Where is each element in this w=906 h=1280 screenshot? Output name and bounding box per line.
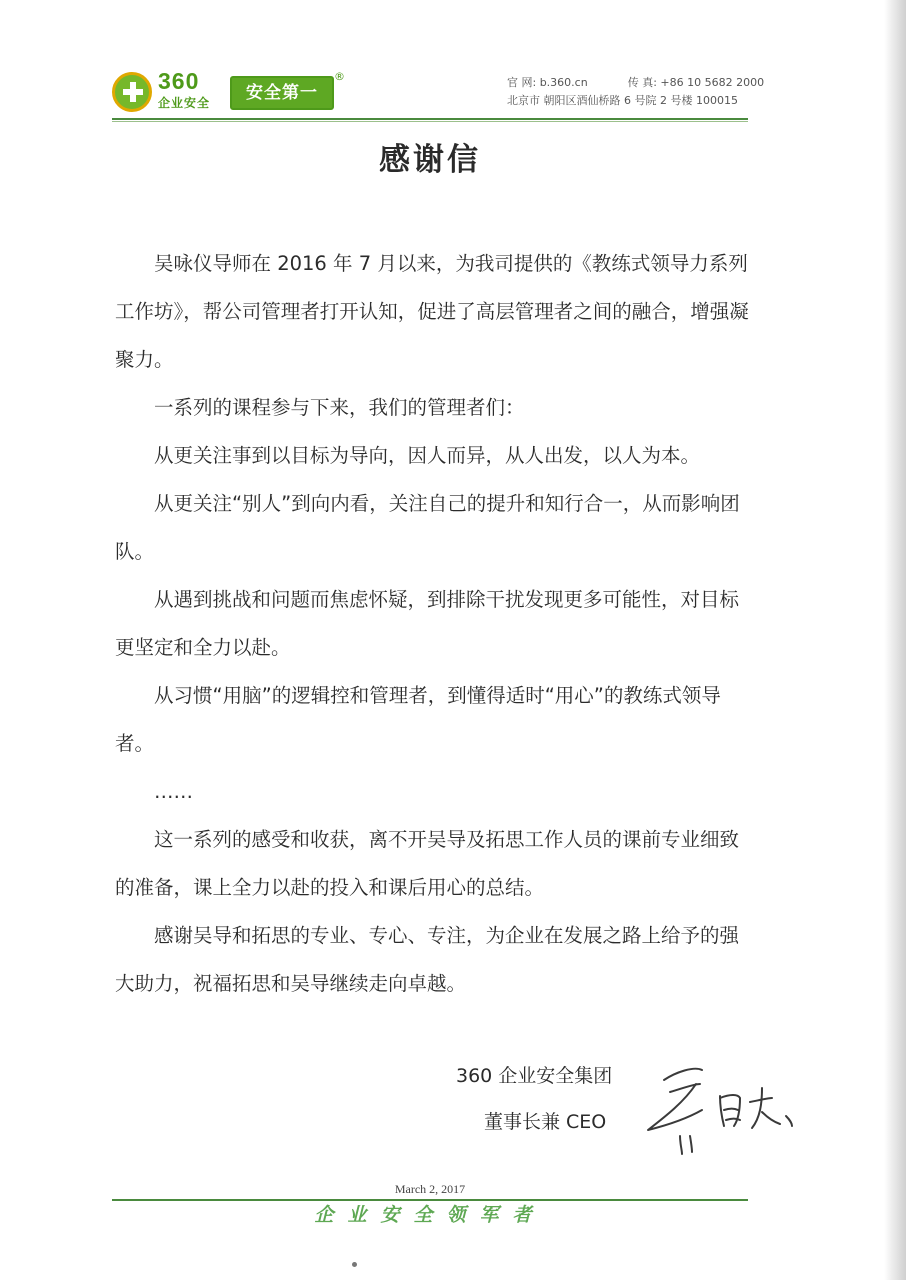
scan-speck [352,1262,357,1267]
paragraph: 从遇到挑战和问题而焦虑怀疑，到排除干扰发现更多可能性，对目标更坚定和全力以赴。 [115,588,740,659]
logo-slogan: 安全第一 [230,76,334,110]
letter-title: 感谢信 [379,142,481,178]
ellipsis: …… [154,780,193,803]
company-logo [112,68,352,114]
website-line: 官 网: b.360.cn [507,76,588,89]
registered-mark: ® [334,70,345,83]
logo-subtitle: 企业安全 [158,96,211,110]
page-edge-shadow [884,0,906,1280]
footer-slogan: 企业安全领军者 [314,1204,546,1226]
signer-title: 董事长兼 CEO [484,1111,607,1133]
letter-body [115,240,755,1008]
paragraph: 从更关注事到以目标为导向，因人而异，从人出发，以人为本。 [154,444,701,467]
plus-badge-icon [112,72,152,112]
signer-org: 360 企业安全集团 [456,1065,613,1087]
header-rule-thin [112,121,748,122]
paragraph: 吴咏仪导师在 2016 年 7 月以来，为我司提供的《教练式领导力系列工作坊》，帮公司管理者打开认知，促进了高层管理者之间的融合，增强凝聚力。 [115,252,749,371]
letter-date: March 2, 2017 [394,1182,466,1196]
header-rule [112,118,748,120]
signature-block [456,1053,626,1145]
fax-line: 传 真: +86 10 5682 2000 [627,76,765,89]
paragraph: 从更关注“别人”到向内看，关注自己的提升和知行合一，从而影响团队。 [115,492,740,563]
paragraph: 从习惯“用脑”的逻辑控和管理者，到懂得适时“用心”的教练式领导者。 [115,684,721,755]
handwritten-signature [636,1058,806,1158]
logo-number: 360 [158,68,200,94]
contact-info [507,74,764,110]
paragraph: 感谢吴导和拓思的专业、专心、专注，为企业在发展之路上给予的强大助力，祝福拓思和吴导继续走向卓越。 [115,924,740,995]
paragraph: 一系列的课程参与下来，我们的管理者们： [154,396,525,419]
address-line: 北京市 朝阳区酒仙桥路 6 号院 2 号楼 100015 [507,94,738,107]
paragraph: 这一系列的感受和收获，离不开吴导及拓思工作人员的课前专业细致的准备，课上全力以赴的投入和课后用心的总结。 [115,828,740,899]
